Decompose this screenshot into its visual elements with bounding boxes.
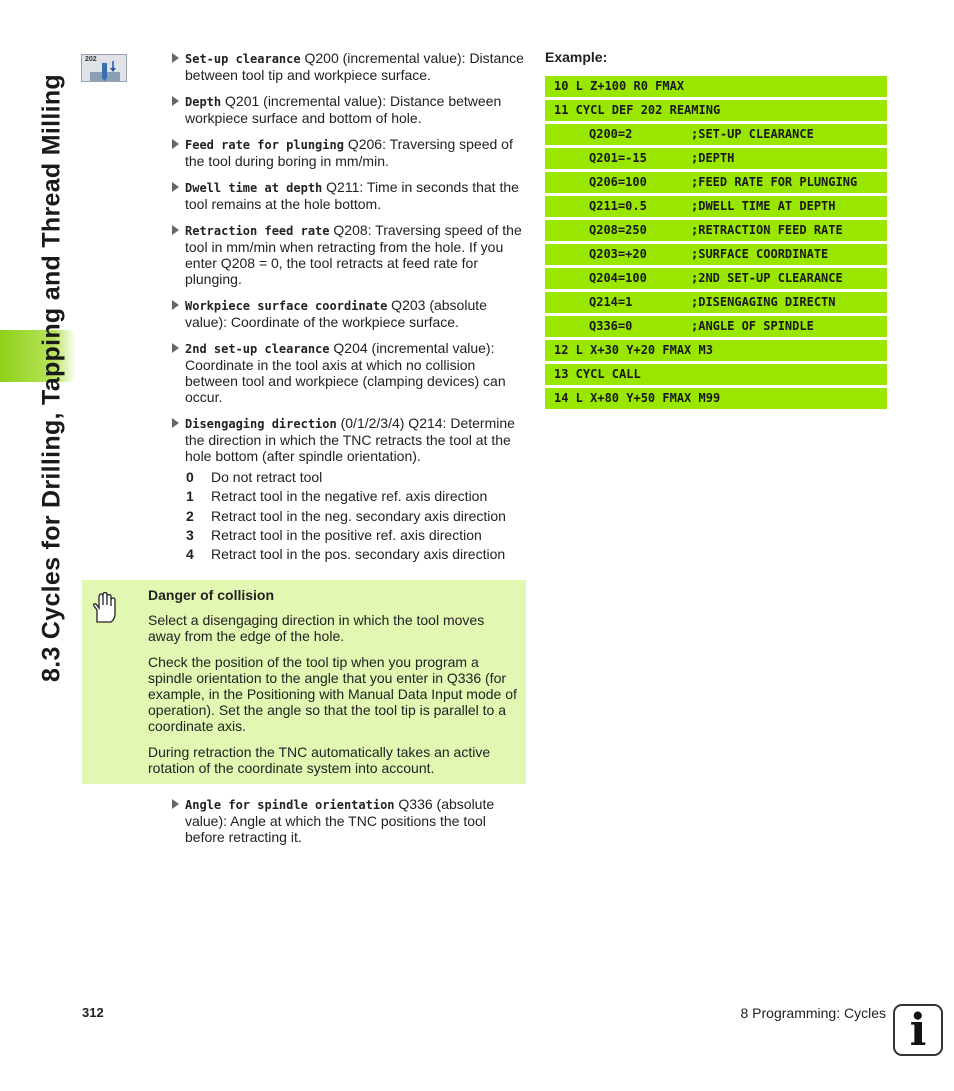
parameter-keyword: 2nd set-up clearance (185, 342, 330, 356)
parameter-keyword: Workpiece surface coordinate (185, 299, 388, 313)
triangle-bullet-icon (172, 225, 179, 235)
parameter-item (172, 222, 524, 287)
disengaging-options (186, 468, 526, 564)
parameter-item (172, 340, 524, 405)
parameter-description: Q203 (absolute value): Coordinate of the workpiece surface. (185, 297, 487, 330)
code-comment: ;RETRACTION FEED RATE (691, 223, 843, 237)
option-item (186, 487, 526, 506)
parameter-description: Q206: Traversing speed of the tool during boring in mm/min. (185, 136, 513, 169)
parameter-keyword: Dwell time at depth (185, 181, 323, 195)
parameter-item (172, 136, 524, 169)
triangle-bullet-icon (172, 96, 179, 106)
option-number: 4 (186, 546, 194, 563)
code-comment: ;FEED RATE FOR PLUNGING (691, 175, 858, 189)
cycle-number: 202 (85, 56, 97, 63)
code-parameter: Q211=0.5 (589, 199, 647, 213)
code-comment: ;DEPTH (691, 151, 735, 165)
chapter-title-text: 8.3 Cycles for Drilling, Tapping and Thread Milling (37, 74, 66, 682)
triangle-bullet-icon (172, 139, 179, 149)
option-number: 3 (186, 526, 194, 543)
code-comment: ;2ND SET-UP CLEARANCE (691, 271, 843, 285)
code-line (545, 196, 887, 217)
triangle-bullet-icon (172, 182, 179, 192)
code-comment: ;DISENGAGING DIRECTN (691, 295, 836, 309)
code-text: 11 CYCL DEF 202 REAMING (554, 103, 721, 117)
code-parameter: Q336=0 (589, 319, 633, 333)
option-text: Retract tool in the pos. secondary axis direction (211, 546, 506, 563)
option-text: Retract tool in the negative ref. axis direction (211, 488, 488, 505)
code-line (545, 388, 887, 409)
triangle-bullet-icon (172, 343, 179, 353)
nc-program-example (545, 76, 887, 412)
code-parameter: Q208=250 (589, 223, 647, 237)
parameter-item (172, 179, 524, 212)
parameter-description: (0/1/2/3/4) Q214: Determine the direction in which the TNC retracts the tool at the hole bottom (after spindle orientation). (185, 415, 515, 464)
page-number: 312 (82, 1005, 104, 1020)
parameter-description: Q200 (incremental value): Distance between tool tip and workpiece surface. (185, 50, 524, 83)
parameter-list (172, 50, 524, 474)
option-number: 1 (186, 488, 194, 505)
warning-paragraph: Check the position of the tool tip when you program a spindle orientation to the angle that you enter in Q336 (for example, in the Positioning with Manual Data Input mode of operation). Set the angle so that the tool tip is parallel to a coordinate axis. (148, 654, 517, 734)
info-icon[interactable] (893, 1004, 943, 1056)
option-item (186, 526, 526, 545)
parameter-item (172, 796, 524, 845)
parameter-list-continued (172, 796, 524, 855)
example-label: Example: (545, 49, 608, 65)
triangle-bullet-icon (172, 53, 179, 63)
option-text: Retract tool in the positive ref. axis direction (211, 526, 482, 543)
code-parameter: Q214=1 (589, 295, 633, 309)
code-parameter: Q204=100 (589, 271, 647, 285)
code-line (545, 100, 887, 121)
code-comment: ;DWELL TIME AT DEPTH (691, 199, 836, 213)
code-comment: ;SURFACE COORDINATE (691, 247, 829, 261)
code-line (545, 244, 887, 265)
parameter-description: Q201 (incremental value): Distance between workpiece surface and bottom of hole. (185, 93, 502, 126)
parameter-item (172, 297, 524, 330)
code-parameter: Q203=+20 (589, 247, 647, 261)
warning-title: Danger of collision (148, 587, 275, 603)
option-number: 2 (186, 507, 194, 524)
triangle-bullet-icon (172, 418, 179, 428)
option-text: Do not retract tool (211, 469, 323, 485)
triangle-bullet-icon (172, 799, 179, 809)
option-item (186, 468, 526, 487)
code-line (545, 124, 887, 145)
parameter-keyword: Disengaging direction (185, 417, 337, 431)
hand-warning-icon (91, 592, 117, 624)
code-line (545, 316, 887, 337)
reaming-cycle-icon (81, 54, 127, 82)
code-line (545, 340, 887, 361)
warning-paragraph: During retraction the TNC automatically takes an active rotation of the coordinate system into account. (148, 744, 491, 776)
code-line (545, 148, 887, 169)
code-line (545, 220, 887, 241)
parameter-item (172, 415, 524, 464)
code-comment: ;SET-UP CLEARANCE (691, 127, 814, 141)
parameter-description: Q208: Traversing speed of the tool in mm/min when retracting from the hole. If you enter Q208 = 0, the tool retracts at feed rate for plunging. (185, 222, 522, 287)
warning-paragraph: Select a disengaging direction in which the tool moves away from the edge of the hole. (148, 612, 485, 644)
option-number: 0 (186, 469, 194, 485)
parameter-keyword: Set-up clearance (185, 52, 301, 66)
code-line (545, 364, 887, 385)
code-parameter: Q206=100 (589, 175, 647, 189)
option-item (186, 545, 526, 564)
parameter-keyword: Feed rate for plunging (185, 138, 344, 152)
parameter-item (172, 50, 524, 83)
code-line (545, 172, 887, 193)
code-line (545, 268, 887, 289)
code-parameter: Q200=2 (589, 127, 633, 141)
parameter-description: Q336 (absolute value): Angle at which the TNC positions the tool before retracting it. (185, 796, 495, 845)
code-text: 13 CYCL CALL (554, 367, 641, 381)
info-glyph: i (909, 1005, 927, 1056)
collision-warning-box (82, 580, 526, 784)
code-text: 12 L X+30 Y+20 FMAX M3 (554, 343, 713, 357)
chapter-footer: 8 Programming: Cycles (740, 1005, 886, 1021)
code-text: 14 L X+80 Y+50 FMAX M99 (554, 391, 721, 405)
code-text: 10 L Z+100 R0 FMAX (554, 79, 685, 93)
code-comment: ;ANGLE OF SPINDLE (691, 319, 814, 333)
code-line (545, 76, 887, 97)
option-text: Retract tool in the neg. secondary axis direction (211, 507, 506, 524)
code-parameter: Q201=-15 (589, 151, 647, 165)
code-line (545, 292, 887, 313)
parameter-item (172, 93, 524, 126)
warning-content (148, 587, 518, 786)
parameter-keyword: Depth (185, 95, 222, 109)
option-item (186, 507, 526, 526)
parameter-keyword: Angle for spindle orientation (185, 798, 395, 812)
parameter-description: Q211: Time in seconds that the tool remains at the hole bottom. (185, 179, 519, 212)
side-chapter-title (0, 0, 80, 1091)
triangle-bullet-icon (172, 300, 179, 310)
parameter-description: Q204 (incremental value): Coordinate in the tool axis at which no collision between tool and workpiece (clamping devices) can occur. (185, 340, 506, 405)
parameter-keyword: Retraction feed rate (185, 224, 330, 238)
